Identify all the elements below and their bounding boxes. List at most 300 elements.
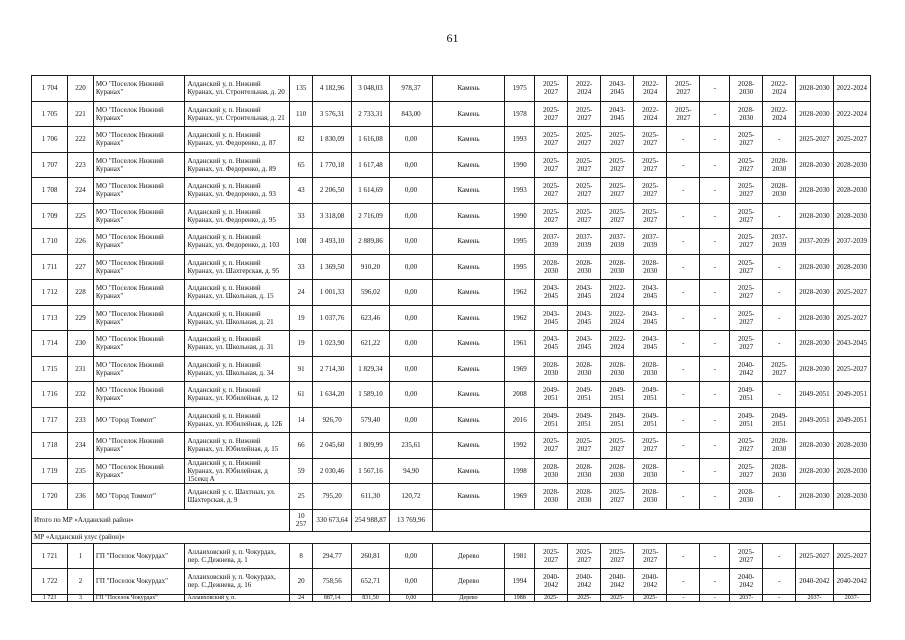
total-c4: 13 769,96 [390,509,433,531]
table-cell: 2 889,86 [351,229,389,255]
table-cell: 2022-2024 [601,305,634,331]
table-cell: 2049-2051 [634,407,667,433]
table-cell: 234 [68,433,94,459]
table-cell: 3 493,10 [313,229,351,255]
table-cell: МО "Город Томмот" [93,484,185,510]
table-cell: МО "Поселок Нижний Куранах" [93,203,185,229]
table-cell: Аллаиховский у, п. Чокурдах, пер. С.Дежнева, д. 1 [185,543,289,569]
table-cell: - [667,254,700,280]
table-cell: 2025-2027 [730,178,763,204]
table-cell: 25 [289,484,312,510]
table-cell: 2040-2042 [535,569,568,595]
table-cell: 2025-2027 [667,101,700,127]
table-cell: 2025-2027 [796,127,833,153]
table-cell: 2049-2051 [796,407,833,433]
table-cell: Алданский у, п. Нижний Куранах, ул. Строительная, д. 21 [185,101,289,127]
table-cell: 135 [289,76,312,102]
table-cell: 2025-2027 [833,543,870,569]
table-cell: 2028-2030 [601,356,634,382]
table-cell: Камень [432,280,504,306]
table-cell: 1961 [505,331,535,357]
table-cell: 2049-2051 [601,382,634,408]
table-cell: Камень [432,127,504,153]
table-cell: 1969 [505,484,535,510]
table-cell: Алданский у, п. Нижний Куранах, ул. Школьная, д. 34 [185,356,289,382]
table-cell: 2025-2027 [730,127,763,153]
table-cell: 2028-2030 [833,433,870,459]
table-cell: 1990 [505,203,535,229]
table-cell: 831,50 [351,594,389,602]
table-cell: 1 722 [32,569,68,595]
table-cell: 1 567,16 [351,458,389,484]
table-cell: 1992 [505,433,535,459]
table-cell: МО "Поселок Нижний Куранах" [93,305,185,331]
table-cell: 0,00 [390,382,433,408]
table-cell: - [667,229,700,255]
table-cell: 1 716 [32,382,68,408]
table-cell: 1 717 [32,407,68,433]
table-row [32,101,871,127]
table-cell: 110 [289,101,312,127]
table-cell: 910,20 [351,254,389,280]
table-cell: 2043-2045 [535,331,568,357]
table-cell: 2025-2027 [667,76,700,102]
table-cell: 2025-2027 [730,458,763,484]
table-cell: 2049-2051 [568,407,601,433]
table-cell: 2025-2027 [535,101,568,127]
table-cell: Камень [432,178,504,204]
table-row [32,569,871,595]
table-cell: 3 576,31 [313,101,351,127]
table-cell: 2049-2051 [568,382,601,408]
table-cell: МО "Поселок Нижний Куранах" [93,127,185,153]
table-cell: 82 [289,127,312,153]
table-cell: 2022-2024 [763,76,796,102]
table-cell: Камень [432,305,504,331]
table-cell: 1 723 [32,594,68,602]
table-cell: 2025-2027 [568,127,601,153]
table-cell: 2025-2027 [568,101,601,127]
table-cell: 2028-2030 [601,458,634,484]
table-cell: 579,40 [351,407,389,433]
table-cell: МО "Поселок Нижний Куранах" [93,178,185,204]
table-cell: 0,00 [390,407,433,433]
table-cell: 0,00 [390,280,433,306]
table-cell: 2022-2024 [568,76,601,102]
table-cell: 2028-2030 [730,101,763,127]
table-body-cut [32,594,871,602]
table-cell: 2022-2024 [833,76,870,102]
table-cell: 91 [289,356,312,382]
table-cell: 795,20 [313,484,351,510]
table-cell: 2028-2030 [796,101,833,127]
table-row [32,407,871,433]
table-cell: 2049-2051 [535,382,568,408]
table-cell: 2025-2027 [634,433,667,459]
table-cell: 2025-2027 [634,203,667,229]
table-cell: - [667,433,700,459]
table-cell: - [763,484,796,510]
table-cell: 0,00 [390,569,433,595]
table-cell: 3 318,08 [313,203,351,229]
table-cell: 231 [68,356,94,382]
table-cell: 2 733,31 [351,101,389,127]
table-cell: 1 614,69 [351,178,389,204]
table-cell: ГП "Поселок Чокурдах" [93,569,185,595]
table-cell: 2025-2027 [730,305,763,331]
table-cell: 2025-2027 [568,203,601,229]
table-cell: - [667,203,700,229]
table-cell: 1 721 [32,543,68,569]
table-cell: 2025-2027 [568,543,601,569]
table-cell: 2025-2027 [601,152,634,178]
table-cell: 236 [68,484,94,510]
table-cell: 621,22 [351,331,389,357]
table-cell: 2043-2045 [601,101,634,127]
table-cell: - [700,594,730,602]
page-number: 61 [446,31,459,45]
table-cell: 1 713 [32,305,68,331]
table-cell: 2037-2039 [601,229,634,255]
table-cell: - [763,594,796,602]
table-cell: 3 [68,594,94,602]
total-c3: 254 988,87 [351,509,389,531]
table-cell: 232 [68,382,94,408]
table-cell: Аллаиховский у, п. [185,594,289,602]
table-cell: 1978 [505,101,535,127]
table-cell: 1 634,20 [313,382,351,408]
table-cell: 0,00 [390,543,433,569]
table-cell: 2028-2030 [796,331,833,357]
table-cell: 2025-2027 [535,76,568,102]
table-cell: 1 829,34 [351,356,389,382]
table-row [32,152,871,178]
table-cell: 2025-2027 [730,280,763,306]
table-cell: 1962 [505,280,535,306]
table-cell: 758,56 [313,569,351,595]
table-cell: 225 [68,203,94,229]
table-cell: - [667,543,700,569]
table-cell: - [700,458,730,484]
table-cell: 2040-2042 [568,569,601,595]
table-cell: 2043-2045 [568,280,601,306]
table-cell: 2028-2030 [833,178,870,204]
table-cell: 120,72 [390,484,433,510]
table-cell: 19 [289,331,312,357]
table-cell: 2025-2027 [634,543,667,569]
table-cell: 2040-2042 [730,356,763,382]
table-cell: 2040-2042 [796,569,833,595]
table-cell: МО "Поселок Нижний Куранах" [93,280,185,306]
table-cell: - [763,127,796,153]
total-label: Итого по МР «Алданский район» [32,509,290,531]
table-cell: Дерево [432,569,504,595]
table-cell: 2028-2030 [568,254,601,280]
housing-register-table [31,75,871,602]
table-cell: 223 [68,152,94,178]
table-cell: Камень [432,356,504,382]
table-cell: 2028-2030 [796,254,833,280]
table-cell: - [667,152,700,178]
table-cell: - [700,407,730,433]
table-cell: 1 707 [32,152,68,178]
table-cell: 1998 [505,458,535,484]
table-cell: 2028-2030 [634,458,667,484]
table-cell: 1990 [505,152,535,178]
table-cell: ГП "Поселок Чокурдах" [93,594,185,602]
total-row [32,509,871,531]
table-cell: ГП "Поселок Чокурдах" [93,543,185,569]
table-row [32,203,871,229]
table-cell: 1969 [505,356,535,382]
table-cell: 2043-2045 [634,280,667,306]
table-cell: 0,00 [390,229,433,255]
table-cell: 94,90 [390,458,433,484]
table-cell: 2040-2042 [634,569,667,595]
table-row [32,484,871,510]
table-cell: 2037- [833,594,870,602]
table-cell: 1 710 [32,229,68,255]
table-cell: Алданский у, п. Нижний Куранах, ул. Юбилейная, д. 12 [185,382,289,408]
table-cell: 2043-2045 [568,305,601,331]
table-cell: 65 [289,152,312,178]
table-cell: 66 [289,433,312,459]
table-cell: - [700,254,730,280]
table-cell: - [700,543,730,569]
table-cell: Алданский у, п. Нижний Куранах, ул. Юбилейная, д. 12Б [185,407,289,433]
table-cell: 2043-2045 [535,280,568,306]
table-cell: 235,61 [390,433,433,459]
table-cell: 2008 [505,382,535,408]
table-cell: 1 704 [32,76,68,102]
table-cell: 2028-2030 [763,178,796,204]
table-cell: 2 716,09 [351,203,389,229]
table-cell: - [700,280,730,306]
table-cell: 1981 [505,543,535,569]
table-cell: Алданский у, п. Нижний Куранах, ул. Федоренко, д. 89 [185,152,289,178]
table-cell: - [700,305,730,331]
table-row [32,356,871,382]
table-cell: 2037- [730,594,763,602]
table-cell: 978,37 [390,76,433,102]
table-cell: 2022-2024 [601,280,634,306]
table-cell: 0,00 [390,305,433,331]
table-cell: - [700,484,730,510]
table-cell: 2025- [634,594,667,602]
table-cell: Камень [432,203,504,229]
table-cell: 1975 [505,76,535,102]
table-cell: 2025-2027 [535,127,568,153]
table-cell: - [667,178,700,204]
table-cell: 2049-2051 [796,382,833,408]
table-cell: 33 [289,203,312,229]
table-cell: 2025-2027 [601,433,634,459]
table-row [32,127,871,153]
table-cell: 2037-2039 [833,229,870,255]
table-cell: 2028-2030 [796,76,833,102]
table-cell: 2028-2030 [833,458,870,484]
table-cell: 24 [289,594,312,602]
table-cell: Камень [432,254,504,280]
table-cell: 2028-2030 [796,484,833,510]
table-cell: - [667,356,700,382]
table-cell: 2025-2027 [634,152,667,178]
table-row [32,594,871,602]
table-row [32,331,871,357]
table-cell: 2028-2030 [796,152,833,178]
table-cell: 20 [289,569,312,595]
table-cell: 2043-2045 [833,331,870,357]
table-cell: 2025-2027 [568,433,601,459]
table-cell: Камень [432,382,504,408]
table-cell: - [763,569,796,595]
table-cell: 2049-2051 [634,382,667,408]
table-cell: - [700,178,730,204]
table-cell: 2043-2045 [634,331,667,357]
table-cell: Алданский у, п. Нижний Куранах, ул. Школьная, д. 31 [185,331,289,357]
table-cell: 229 [68,305,94,331]
table-cell: - [667,382,700,408]
table-cell: 2025- [535,594,568,602]
table-cell: 926,70 [313,407,351,433]
table-cell: - [667,569,700,595]
table-cell: 2025- [568,594,601,602]
table-cell: - [667,407,700,433]
table-cell: 2025-2027 [601,203,634,229]
table-cell: - [700,229,730,255]
table-cell: 108 [289,229,312,255]
table-cell: Камень [432,458,504,484]
table-row [32,229,871,255]
table-cell: 652,71 [351,569,389,595]
table-cell: 2025-2027 [730,543,763,569]
table-cell: 0,00 [390,254,433,280]
table-cell: 1962 [505,305,535,331]
table-cell: 2025-2027 [535,543,568,569]
table-cell: - [700,127,730,153]
table-cell: Камень [432,229,504,255]
table-cell: 2043-2045 [568,331,601,357]
table-cell: 2028-2030 [833,254,870,280]
table-cell: 2040-2042 [833,569,870,595]
table-cell: 2043-2045 [601,76,634,102]
table-cell: - [763,305,796,331]
table-cell: 1 708 [32,178,68,204]
table-cell: 2028-2030 [730,484,763,510]
table-cell: 1993 [505,127,535,153]
table-cell: - [763,203,796,229]
table-cell: 596,02 [351,280,389,306]
table-cell: Алданский у, п. Нижний Куранах, ул. Строительная, д. 20 [185,76,289,102]
table-cell: - [700,382,730,408]
table-cell: 2049-2051 [763,407,796,433]
table-cell: 2037-2039 [634,229,667,255]
table-cell: 2025-2027 [634,127,667,153]
table-cell: 2025-2027 [833,127,870,153]
table-cell: 0,00 [390,127,433,153]
table-cell: 260,81 [351,543,389,569]
table-cell: 2 030,46 [313,458,351,484]
table-cell: 227 [68,254,94,280]
table-cell: 221 [68,101,94,127]
table-cell: 2025- [601,594,634,602]
table-cell: 2016 [505,407,535,433]
table-cell: 24 [289,280,312,306]
table-cell: 4 182,96 [313,76,351,102]
table-cell: 294,77 [313,543,351,569]
table-cell: 2043-2045 [634,305,667,331]
table-cell: 2025-2027 [833,356,870,382]
table-cell: 843,00 [390,101,433,127]
table-cell: 2022-2024 [763,101,796,127]
table-cell: - [763,331,796,357]
table-body-municipal [32,76,871,510]
table-cell: 2028-2030 [601,254,634,280]
table-cell: - [763,382,796,408]
table-cell: 220 [68,76,94,102]
table-cell: 2037-2039 [535,229,568,255]
table-cell: 228 [68,280,94,306]
table-cell: МО "Поселок Нижний Куранах" [93,356,185,382]
table-cell: 2025-2027 [796,543,833,569]
table-cell: 2022-2024 [634,76,667,102]
table-cell: 2 714,30 [313,356,351,382]
table-cell: 1 719 [32,458,68,484]
table-cell: 887,14 [313,594,351,602]
table-cell: 2028-2030 [763,433,796,459]
table-cell: 2028-2030 [763,152,796,178]
table-cell: - [667,280,700,306]
table-cell: Алданский у, п. Нижний Куранах, ул. Федоренко, д. 103 [185,229,289,255]
table-cell: 2025-2027 [535,152,568,178]
table-cell: 1 [68,543,94,569]
table-cell: 2025-2027 [601,178,634,204]
table-cell: 2025-2027 [535,203,568,229]
table-cell: Алданский у, п. Нижний Куранах, ул. Федоренко, д. 87 [185,127,289,153]
table-cell: 2025-2027 [601,127,634,153]
table-cell: - [763,280,796,306]
table-cell: 1 714 [32,331,68,357]
table-cell: 2025-2027 [601,484,634,510]
table-cell: 623,46 [351,305,389,331]
total-c2: 330 673,64 [313,509,351,531]
table-cell: 59 [289,458,312,484]
table-cell: МО "Поселок Нижний Куранах" [93,382,185,408]
table-cell: - [763,543,796,569]
table-cell: МО "Поселок Нижний Куранах" [93,254,185,280]
table-cell: 1 617,48 [351,152,389,178]
table-cell: Алданский у, с. Шахтных, ул. Шахтерская, д. 9 [185,484,289,510]
table-cell: 2025-2027 [535,178,568,204]
table-cell: МО "Город Томмот" [93,407,185,433]
table-cell: Алданский у, п. Нижний Куранах, ул. Юбилейная, д. 15 [185,433,289,459]
table-cell: 224 [68,178,94,204]
table-cell: 2049-2051 [833,407,870,433]
table-cell: 2025-2027 [601,543,634,569]
table-cell: 2025-2027 [568,152,601,178]
table-cell: 0,00 [390,178,433,204]
table-cell: Камень [432,407,504,433]
table-cell: - [667,331,700,357]
table-cell: 2025-2027 [730,254,763,280]
table-cell: 2022-2024 [634,101,667,127]
table-cell: 2028-2030 [535,356,568,382]
table-cell: Камень [432,484,504,510]
table-cell: 2028-2030 [796,458,833,484]
table-cell: - [700,356,730,382]
table-row [32,458,871,484]
table-cell: Дерево [432,543,504,569]
